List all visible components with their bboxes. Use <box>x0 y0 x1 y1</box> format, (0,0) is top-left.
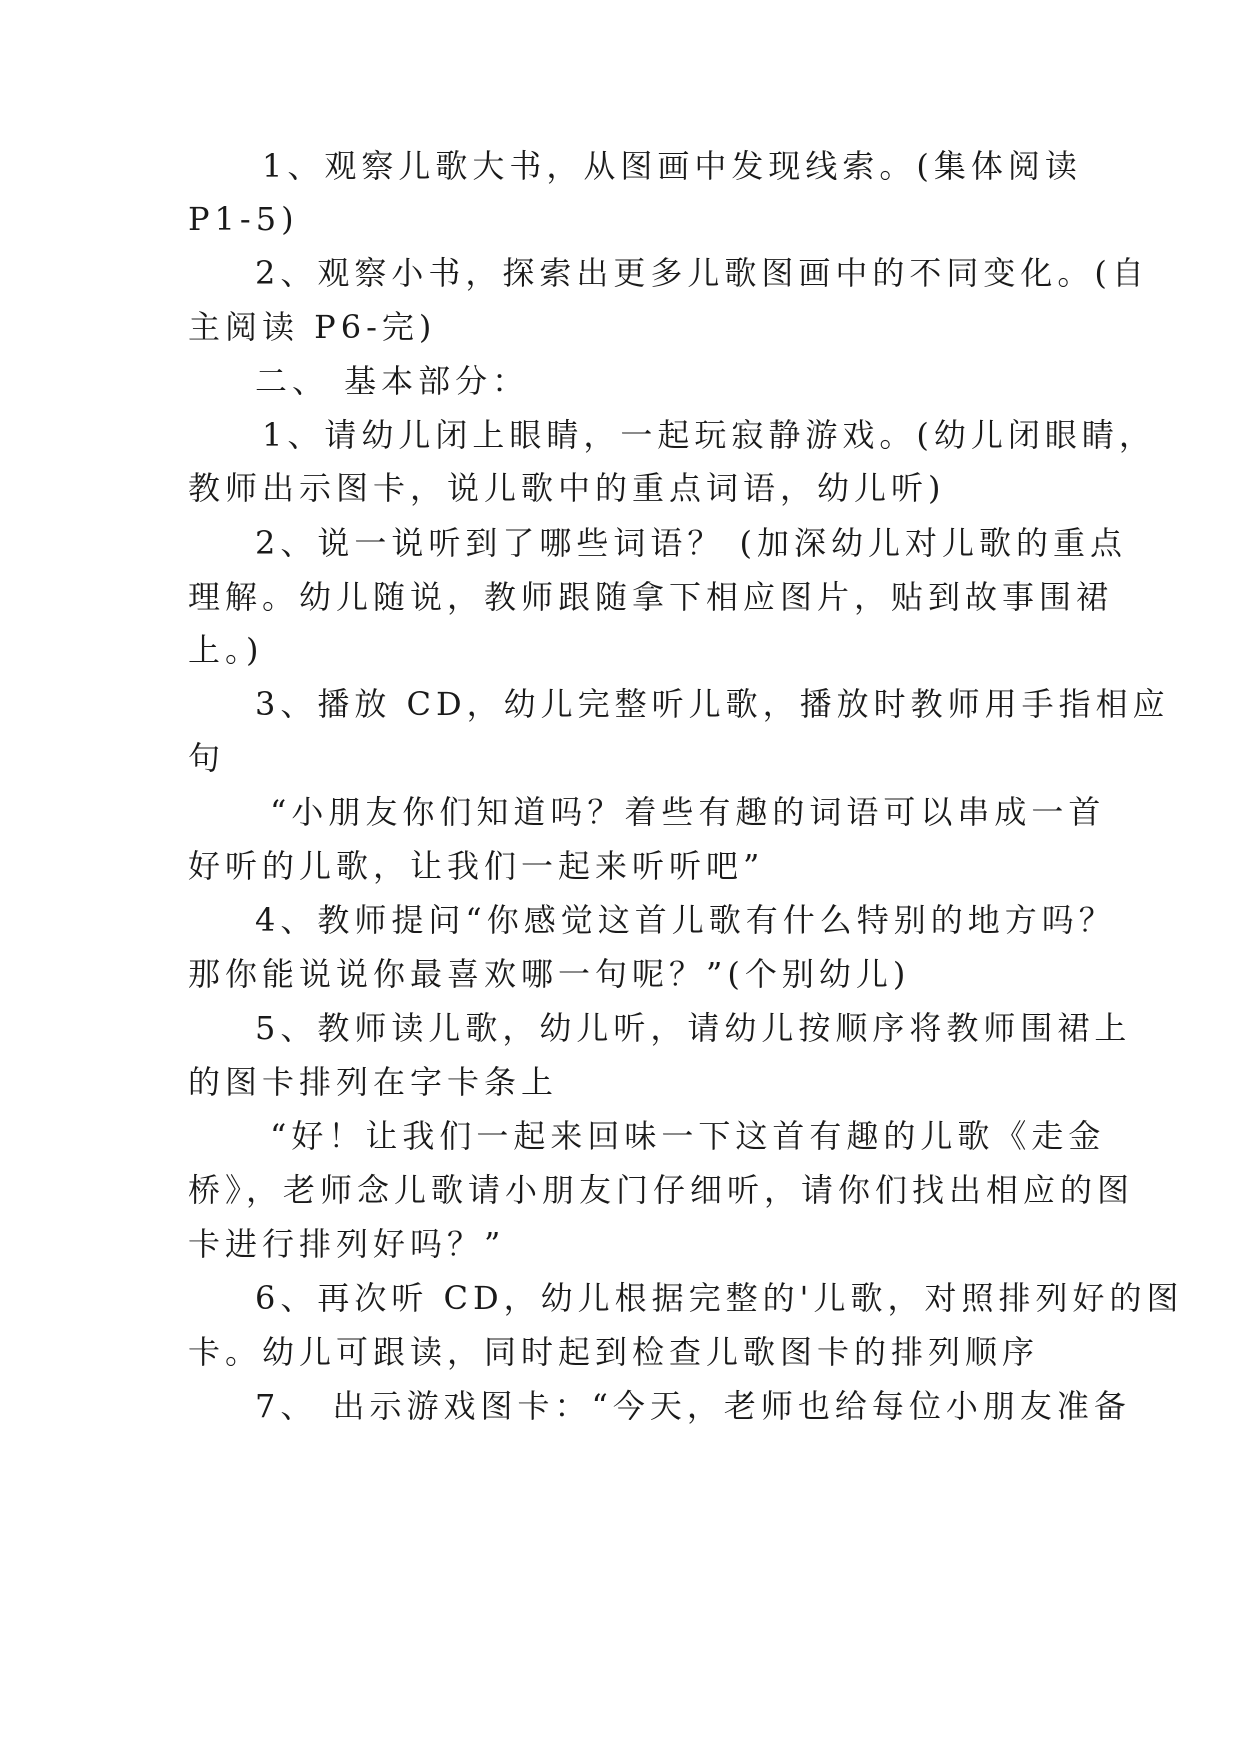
paragraph-line: 4、教师提问“你感觉这首儿歌有什么特别的地方吗？ <box>255 901 1116 939</box>
paragraph-line: 2、观察小书，探索出更多儿歌图画中的不同变化。(自 <box>255 254 1149 292</box>
paragraph-line: 主阅读 P6-完) <box>188 308 437 346</box>
quote-line: “小朋友你们知道吗？着些有趣的词语可以串成一首 <box>270 793 1106 831</box>
paragraph-line: 7、 出示游戏图卡：“今天，老师也给每位小朋友准备 <box>255 1387 1131 1425</box>
paragraph-line: 那你能说说你最喜欢哪一句呢？”(个别幼儿) <box>188 955 911 993</box>
paragraph-line: 的图卡排列在字卡条上 <box>188 1063 559 1101</box>
paragraph-line: 5、教师读儿歌，幼儿听，请幼儿按顺序将教师围裙上 <box>255 1009 1132 1047</box>
paragraph-line: 上。) <box>188 631 264 669</box>
paragraph-line: P1-5) <box>188 200 299 238</box>
paragraph-line: 卡。幼儿可跟读，同时起到检查儿歌图卡的排列顺序 <box>188 1333 1040 1371</box>
paragraph-line: 3、播放 CD，幼儿完整听儿歌，播放时教师用手指相应 <box>255 685 1170 723</box>
paragraph-line: 理解。幼儿随说，教师跟随拿下相应图片，贴到故事围裙 <box>188 578 1114 616</box>
paragraph-line: 1、观察儿歌大书，从图画中发现线索。(集体阅读 <box>262 147 1082 185</box>
paragraph-line: 1、请幼儿闭上眼睛，一起玩寂静游戏。(幼儿闭眼睛， <box>262 416 1156 454</box>
paragraph-line: 教师出示图卡，说儿歌中的重点词语，幼儿听) <box>188 469 946 507</box>
paragraph-line: 2、说一说听到了哪些词语？ (加深幼儿对儿歌的重点 <box>255 524 1128 562</box>
paragraph-line: 句 <box>188 739 226 777</box>
paragraph-line: 6、再次听 CD，幼儿根据完整的'儿歌，对照排列好的图 <box>255 1279 1184 1317</box>
quote-line: 桥》，老师念儿歌请小朋友门仔细听，请你们找出相应的图 <box>188 1171 1135 1209</box>
quote-line: 好听的儿歌，让我们一起来听听吧” <box>188 847 765 885</box>
section-heading: 二、 基本部分： <box>255 362 530 400</box>
quote-line: “好！让我们一起来回味一下这首有趣的儿歌《走金 <box>270 1117 1106 1155</box>
quote-line: 卡进行排列好吗？” <box>188 1225 506 1263</box>
